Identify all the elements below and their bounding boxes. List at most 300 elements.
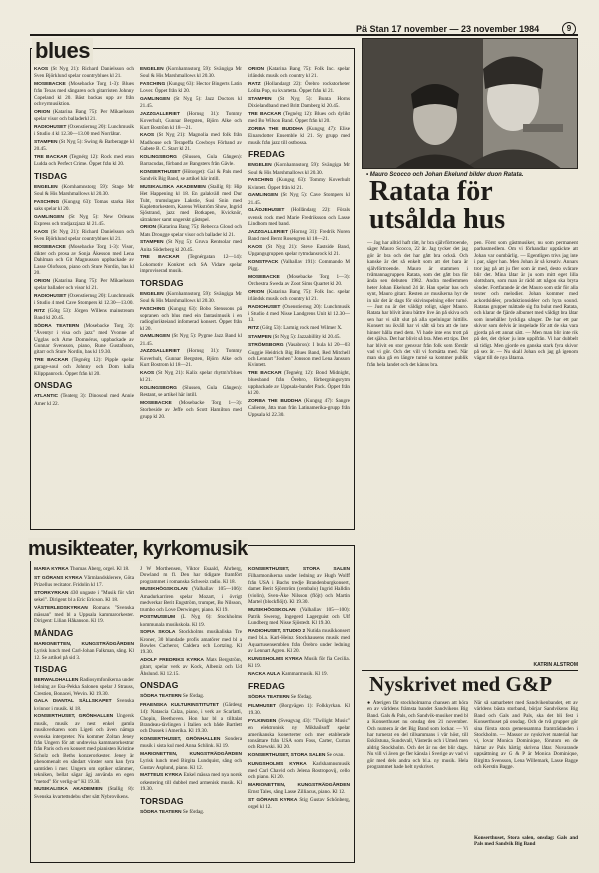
- venue-name: TRE BACKAR: [248, 112, 282, 117]
- blues-column-3: [248, 66, 350, 528]
- listing-text: (Valhallav 105—100): Patrik Swerog, Ingegerd Lagerguist och Ulf Lundberg med Nisse Sjöstedt. Kl 19.30.: [248, 606, 350, 627]
- listing-text: Enkel mässa med nya norsk orkestering till dubbel med armenisk musik. Kl 19.30.: [140, 772, 242, 793]
- blues-frame-right: [354, 48, 355, 530]
- listing-text: (Kungsg 63): Tommy Koverhult Kvintett. Öppet från kl 21.: [248, 177, 350, 191]
- venue-name: FASCHING: [34, 199, 60, 205]
- venue-name: ORION: [34, 109, 51, 115]
- venue-name: GAMLINGEN: [140, 97, 170, 102]
- listing-entry: [34, 199, 134, 213]
- listing-text: (Kungsg 47): Elise Einarsdotter Ensemble kl 21. Sy grupp med musik från jazz till ostbossa.: [248, 126, 350, 146]
- listing-text: (Gärdesg 14): Natascia Calza, piano, i verk av Scarlatti, Chopin, Beethoven. Hon har bl a tilltalat Brandeau-tävlingen i Italien och både Bartlett och Dussek i Amerika. Kl 19.30.: [140, 701, 242, 735]
- listing-text: (Katarina Bang 75): Folk Inc. spelar irländsk musik och country kl 21.: [248, 66, 350, 80]
- listing-text: (Kungsg 63): Bobo Stenssons på sopranen och blus med ein fantasimusik i en radioglorikteiand infomerad konsert. Öppet från kl 20.: [140, 305, 242, 332]
- listing-text: (Stallig 8): Hip Het Happening kl 18. En galakväll med Dur Tubt, trumslagare Lakstie, Susi Snin med Kuplettorkestern, Karens Wikström Show, Ingrid Sjöstrand, jazz med Botkapen, Kvicknör, sätrakmer samt ungerskt gästspel.: [140, 183, 242, 223]
- venue-name: MATTEUS KYRKA: [140, 773, 183, 779]
- listing-group: [248, 162, 350, 418]
- listing-entry: [248, 177, 350, 191]
- listing-text: (St Nyg 21): Steve Eastside Band, Upgangsgruppen spelar rytmdansrock kl 21.: [248, 243, 350, 258]
- blues-column-2: [140, 66, 242, 528]
- blues-heading: blues: [32, 38, 93, 64]
- listing-entry: [248, 96, 350, 110]
- listing-text: (Oxenstiernsg 20): Lunchmusik i Studio 4 med Nisse Landgrens Unit kl 12.30—13.: [248, 303, 350, 324]
- listing-text: Se fördag.: [182, 808, 205, 815]
- musik-column-3: [248, 566, 350, 860]
- listing-text: (Mosebacke Torg 1-3): Blues från Texas med sångaren och gitarristen Johnny Copeland kl 20. Bäst backas upp av från ochvyrmusiktion.: [34, 81, 134, 108]
- listing-entry: [140, 566, 242, 585]
- listing-text: (Sveagvag 43): "Twilight Music" en elektronisk ny Mikhailsoff spelar amerikanska konerterter och mer etablerade tonsättare från USA som Foss, Carter, Curran och Rzewski. Kl 20.: [248, 717, 350, 751]
- listing-entry: [248, 244, 350, 258]
- listing-entry: [248, 398, 350, 418]
- listing-entry: [34, 154, 134, 168]
- listing-group: [140, 693, 242, 792]
- listing-entry: [248, 207, 350, 227]
- listing-entry: [140, 96, 242, 110]
- listing-entry: [248, 752, 350, 759]
- venue-name: KAOS: [34, 229, 49, 235]
- venue-name: KOLINGSBORG: [140, 385, 177, 391]
- listing-entry: [140, 81, 242, 95]
- listing-text: (Valhallav 191): Commando M Pigg.: [248, 258, 350, 273]
- listing-group: [248, 66, 350, 146]
- listing-entry: [140, 254, 242, 274]
- feature-body-2: pen. Först som gästmusiker, nu som permanent parbasmedlem. Om vi förhandlar upptäckte att Johan var oumbärlig. — Egentligen trivs jag inte i par, säger han. Men Johan är så kreativ. Annars tror jag på att ju fler som är med, desto svårare blir det. Mina låtar är ju som mitt eget lilla slottsbarn, som man är rädd att någon ska bryta sönder. Fortfarande är det Mauro som står för alla texter och melodier. Johan kommer med ackordsidéer, produktionsidéer och hyra sound. Ratatas grupper mättade sig fra bulut med Ratata, och klarar de fjärde albumet med väldigt bra låtar som innehåller lyckliga sånger. De har ett par skivor som delvis är inspelade för att de ska vara gjorda på ett annat sätt. — Men man blir inte rik på det, det dyker ju inte uppifrån. Vi har dubbelt så tidigt. Men gjorde en ganska stark fyra skivor på sex år. — Nu skall Johan och jag gå igenom vägar till de nya låtarna.: [474, 240, 578, 362]
- feature-body-1: — Jag har alltid haft rätt, hr bra självförtroende, säger Mauro Scocco, 22 år. Jag tycker det jag gör är bra och det har gått bra också. Och kanske är det så enkelt som att det bara är självförtroende. Mauro är stammen i tvåmannagruppen Ratata, som det gått bra för ända sen debuten 1982. Andra medlemmen heter Johan Ekelund 24 år. Han spelar bas och synt, Mauro gitarr. Resten av musikerna hyr de in när det är dags för skivinspelning eller turné. — Just nu är det väldigt roligt, säger Mauro. Ratata har blivit ännu bättre live än på skiva och sen har vi sålt slut på alla spelningar hittills. Konsert nu ikväll har vi sålt så bra att de inte hinner hålla med dem. Vi hade inte ens trott på det själva. Det har blivit så bra. Men ett tips. Det har blivit en stor gensvar från folk som förstår vad vi gör. Och det vill vi fortsätta med. När man ska gå en längre turné sa kommer publik från hela landet och det känns bra.: [367, 240, 468, 368]
- venue-name: KOLINGSBORG: [140, 154, 177, 160]
- listing-text: Mats Bergström, gitarr, spelar verk av Kock, Albeniz och Ud Åhslund. Kl 12.15.: [140, 657, 242, 677]
- day-heading-onsdag-2: ONSDAG: [140, 680, 179, 691]
- venue-name: ORION: [140, 225, 157, 231]
- venue-name: KAOS: [140, 370, 155, 376]
- listing-text: (Oxenstiernsg 20): Lunchmusik i Studio 4 med Cave Stompers kl 12.30—13.00.: [34, 292, 134, 307]
- listing-entry: [34, 278, 134, 292]
- listing-entry: [34, 66, 134, 80]
- venue-name: GAMLINGEN: [140, 334, 170, 340]
- listing-text: (Stallig 8): Svenska kvartettsdebu sfter sätt Nybrovikens.: [34, 786, 134, 800]
- listing-entry: [140, 751, 242, 771]
- venue-name: SÖDRA TEATERN: [34, 323, 80, 329]
- gp-footer: Konserthuset, Stora salen, onsdag: Gals and Pals med Sandvik Big Band: [474, 835, 578, 848]
- listing-text: Karlshamnsmusik med Carl Chavid och Jelena Rostropovij, cello och piano. Kl 20.: [248, 760, 350, 781]
- day-heading-mandag: MÅNDAG: [34, 627, 74, 638]
- listing-text: (Hötorget): Gal & Pals med Sandvik Big Band, se artikel här intill.: [140, 168, 242, 183]
- listing-entry: [140, 629, 242, 656]
- feature-column-1: [367, 240, 468, 670]
- listing-group: [34, 184, 134, 378]
- venue-name: JAZZGALLERIET: [140, 349, 180, 355]
- listing-text: (Katarina Bang 75): Folk Inc. spelar irländsk musik och country kl 21.: [248, 288, 350, 303]
- listing-entry: [34, 229, 134, 243]
- venue-name: POSTMUSEUM: [140, 615, 176, 621]
- blues-column-1: [34, 66, 134, 528]
- listing-group: [34, 677, 134, 800]
- listing-entry: [248, 81, 350, 95]
- listing-entry: [140, 586, 242, 613]
- listing-text: (Tegnérg 12): Rock med eton Ludda och Perfect Crime. Öppet från kl 20.: [34, 153, 134, 168]
- venue-name: SÖDRA TEATERN: [248, 695, 290, 701]
- listing-text: (St Nyg 5): Bunta Horns Dixielandband med Britt Damberg kl 20.45.: [248, 96, 350, 110]
- listing-group: [34, 641, 134, 661]
- venue-name: MOSEBACKE: [248, 274, 280, 280]
- listing-entry: [34, 109, 134, 123]
- venue-name: KONSERTHUSET, GRÖNHALLEN: [140, 737, 221, 743]
- listing-text: (Tegnérg 12): Bond Midnight, bluesband från Örebro, förbergningsrytm uppbackade av Uppsala-bandet Pack. Öppet från kl 20.: [248, 370, 350, 397]
- listing-entry: [248, 628, 350, 655]
- listing-entry: [34, 786, 134, 800]
- venue-name: KUNGSHOLMS KYRKA: [248, 761, 307, 767]
- listing-entry: [140, 772, 242, 792]
- venue-name: MOSEBACKE: [140, 400, 172, 406]
- feature-headline: Ratata för utsålda hus: [369, 176, 506, 235]
- listing-entry: [140, 385, 242, 399]
- listing-entry: [34, 393, 134, 407]
- venue-name: ORION: [248, 289, 265, 295]
- venue-name: STAMPEN: [140, 240, 164, 246]
- venue-name: RITZ: [34, 308, 45, 314]
- venue-name: ENGELEN: [34, 184, 58, 190]
- venue-name: KUNGSHOLMS KYRKA: [248, 656, 303, 662]
- listing-entry: [140, 111, 242, 131]
- listing-text: (Katarina Bang 75): Rebecca Gloud och Mats Drougge spelar visor och ballader kl 21.: [140, 224, 242, 238]
- listing-text: Kammarmusik. Kl 19.: [281, 670, 328, 677]
- listing-entry: [140, 184, 242, 223]
- gp-column-2: [474, 700, 578, 835]
- venue-name: STORKYRKAN: [34, 590, 69, 596]
- venue-name: GALA DIANTAL SÄLLSKAPET: [34, 699, 112, 705]
- listing-entry: [248, 761, 350, 781]
- listing-text: (Valhallav 105—106): Amadurkarriren spelar Mozart, i övrigt medverkar Berit Engström, trumpet, Bo Nilsson, trumbo och Love Derwinger, piano. Kl 19.: [140, 586, 242, 613]
- feature-byline: KATRIN ALSTRÖM: [533, 662, 578, 668]
- listing-entry: [34, 566, 134, 573]
- band-photo: [362, 38, 578, 169]
- listing-text: (Hornsg 31): Tommy Koverhult, Gunnar Bergsten, Björn Alke och Kurt Boström kl 18—21.: [140, 111, 242, 131]
- venue-name: ENGELEN: [248, 163, 272, 169]
- listing-entry: [140, 370, 242, 384]
- listing-entry: [140, 693, 242, 700]
- listing-text: Radiosymfonikerna under ledning av Esa-Pekka Salonen spelar J Strauss, Crestien, Bonacei, Wevin. Kl 19.30.: [34, 677, 134, 697]
- listing-text: Thomas Åberg, orgel. Kl 18.: [69, 566, 130, 572]
- listing-entry: [248, 126, 350, 146]
- day-heading-fredag: FREDAG: [248, 149, 286, 160]
- listing-entry: [140, 333, 242, 347]
- listing-text: (Kornhamnstorg 59): Svängiga Mr Soul & His Marshmallows kl 20.30.: [248, 162, 350, 176]
- listing-entry: [34, 184, 134, 198]
- listing-text: Filharmonikerna under ledning av Hugh Wolff från USA i Bachs tredje Brandenburgkonsert, damet Berit Sjörström (cembalo) Ingrid Halldin (violin), Sven-Åke Nilsson (flöjt) och Martin Martel (blockflöjt). Kl 19.30.: [248, 573, 350, 606]
- listing-entry: [248, 192, 350, 206]
- listing-entry: [248, 607, 350, 627]
- listing-text: (Slussen, Gula Gången): Restant, se artikel här intill.: [140, 384, 242, 399]
- venue-name: STAMPEN: [248, 334, 272, 340]
- listing-text: (St Nyg 21): Richard Danielsson och Sven Björklund spelar countryblues kl 21.: [34, 66, 134, 80]
- listing-text: (Mosebacke Torg 3): "Åventyr i visa och jazz" med Yvonne af Ugglas och Arne Domnérus, uppbackade av Gunnar Svensson, piano, Rune Gustafsson, gitarr och Sture Nordin, bas kl 19.30.: [34, 322, 134, 356]
- blues-frame-left: [30, 48, 31, 530]
- listing-group: [34, 393, 134, 407]
- listing-text: (Hollandargt 22): Örebro rockstorheter Lolita Pop, su kvartetta. Öppet från kl 21.: [248, 81, 350, 95]
- listing-text: Se fördag.: [290, 694, 313, 701]
- listing-entry: [248, 703, 350, 717]
- venue-name: KONSERTHUSET, STORA SALEN: [248, 753, 326, 759]
- day-heading-tisdag: TISDAG: [34, 170, 68, 181]
- listing-entry: [248, 370, 350, 397]
- listing-text: (Slussen, Gula Gången): Barracudas, förband av Bangsters från Gävle.: [140, 153, 242, 168]
- venue-name: FILMHUSET: [248, 703, 276, 709]
- venue-name: SÖDRA TEATERN: [140, 694, 182, 700]
- listing-entry: [140, 657, 242, 677]
- venue-name: MARIONETTEN, KUNGSTRÄDGÅRDEN: [248, 783, 350, 789]
- venue-name: FASCHING: [140, 306, 166, 312]
- listing-text: Nutida musikkonsert med bl.a. Karl-Heinz Stockhausens musik med Aquartusensemblen från Örebro under ledning av Lennart Agren. Kl 20.: [248, 628, 350, 655]
- venue-name: FASCHING: [140, 82, 166, 87]
- venue-name: MARIONETTEN, KUNGSTRÄDGÅRDEN: [140, 752, 242, 758]
- listing-group: [248, 566, 350, 678]
- day-heading-fredag-2: FREDAG: [248, 681, 286, 692]
- listing-group: [140, 566, 242, 677]
- listing-text: (Kornhamnstorg 59): Stage Mr Soul & His Marshmallows kl 20.30.: [34, 183, 134, 198]
- top-rule: [30, 34, 578, 36]
- venue-name: MOSEBACKE: [34, 82, 66, 87]
- listing-text: (Kungsg 63): Hector Bingerts Latin Lover. Öppet från kl 20.: [140, 81, 242, 95]
- listing-entry: [248, 304, 350, 324]
- listing-entry: [140, 348, 242, 368]
- venue-name: JAZZGALLERIET: [140, 112, 180, 117]
- listing-text: (Kornhamnstorg 59): Svängiga Mr Soul & His Marshmallows kl 20.30.: [140, 66, 242, 80]
- listing-text: (L Nyg 6): Stockholms kommunala musikskola. Kl 19.: [140, 614, 242, 628]
- listing-text: (St Nyg 21): Magnolia med folk från Madhouse och Terapeffa Cowboys Förband av Gabete B. C. Starr kl 21.: [140, 132, 242, 153]
- venue-name: VÄSTERLEDSKYRKAN: [34, 605, 88, 611]
- listing-text: Musik för fia Cecilia. Kl 19.: [248, 655, 350, 670]
- venue-name: MUSIKHÖGSKOLAN: [140, 587, 188, 593]
- listing-text: (Mosebacke Torg 1-3): Visor, dikter och prosa av Sonja Åkesson med Lena Dahlman och Git Magnusson uppbackade av Lasse Olofsson, piano och Sture Nordin, bas kl 20.: [34, 243, 134, 277]
- listing-entry: [248, 782, 350, 796]
- photo-illustration: [363, 39, 578, 169]
- listing-text: (Kornhamnstorg 59): Svängiga Mr Soul & His Marshmallows kl 20.30.: [140, 290, 242, 305]
- venue-name: STAMPEN: [34, 139, 58, 145]
- venue-name: KONSERTHUSET: [140, 169, 181, 175]
- feature-divider: [362, 670, 578, 671]
- listing-text: (Oxenstiernsg 20): Lunchmusik i Studio 4 kl 12.30—13.00 med Norrlåtar.: [34, 123, 134, 138]
- listing-text: Lyrisk lunch med Carl-Johan Falkman, sång. Kl 12. Se artikel på sid 3.: [34, 648, 134, 661]
- venue-name: MUSIKALISKA AKADEMIEN: [34, 787, 103, 793]
- listing-text: (Kungsg 63): Tomas starka Hot saks spelar kl 20.: [34, 198, 134, 213]
- listing-text: (Tegnérg 12): Blues och dylikt med Bo Wilson Band. Öppet från kl 20.: [248, 111, 350, 125]
- musik-column-1: [34, 566, 134, 860]
- listing-entry: [140, 154, 242, 168]
- listing-group: [34, 566, 134, 625]
- venue-name: SÖDRA TEATERN: [140, 809, 182, 815]
- listing-text: (St Nyg 5): New Orleans Express och tradjazzjazz kl 21.45.: [34, 213, 134, 228]
- listing-text: Romans "Svenska mässan" med bl a Uppsala kammarorkester. Dirigent: Lilian Håkanson. Kl 19.: [34, 604, 134, 625]
- listing-entry: [34, 139, 134, 153]
- listing-text: Se fördag.: [182, 693, 205, 700]
- listing-entry: [140, 239, 242, 253]
- listing-text: Se ovan.: [326, 752, 345, 759]
- venue-name: KONSERTHUSET, STORA SALEN: [248, 567, 350, 572]
- venue-name: MUSIKALISKA AKADEMIEN: [140, 184, 206, 190]
- listing-text: (St Nyg 21): Richard Danielsson och Sven Björklund spelar countryblues kl 21.: [34, 228, 134, 243]
- venue-name: TRE BACKAR: [34, 154, 68, 160]
- listing-entry: [140, 169, 242, 183]
- listing-entry: [34, 677, 134, 697]
- gp-body-1: ● Återigen får stockholmarna chansen att höra en av världens främsta bandet Sandvikens Big Band. Gals & Pals, och Sandvik-musiker med bl a Konserthuset nu onsdag den 21 november. Och numera är det Big Band som lockar. — Vi har turnerat en del tillsammans i vår höst, till Eskilstuna, Sundsvall, Västerås och i Umeå men aldrig Stockholm. Och det är nu det blir dags. Nu vill vi även ge fler känsla i Sverige av vad vi gör med dels andra och bl.a. ny musik. Hela programmet hade helt nyskrivet.: [367, 700, 468, 771]
- listing-text: (Mosebacke Torg 1—3): Storbeside av Jeffe och Scott Hamilton med grupp kl 20.: [140, 399, 242, 420]
- venue-name: TRE BACKAR: [248, 371, 282, 377]
- listing-text: (St Nyg 5): Pygme Jazz Band kl 21.45.: [140, 333, 242, 347]
- listing-entry: [140, 614, 242, 628]
- listing-entry: [248, 797, 350, 811]
- listing-entry: [248, 325, 350, 332]
- listing-entry: [140, 306, 242, 333]
- venue-name: TRE BACKAR: [34, 358, 69, 364]
- venue-name: GAMLINGEN: [34, 214, 64, 220]
- gp-column-1: [367, 700, 468, 860]
- listing-text: 430 ungaste i "Musik för vårt sekel". Dirigent bl a Eric Ericson. Kl 18.: [34, 589, 134, 603]
- venue-name: MOSEBACKE: [34, 244, 66, 250]
- venue-name: FASCHING: [248, 178, 274, 184]
- musik-column-2: [140, 566, 242, 860]
- listing-text: Svenska kvinnor i musik. kl 18.: [34, 698, 134, 712]
- venue-name: MARIA KYRKA: [34, 567, 69, 572]
- venue-name: BERWALDHALLEN: [34, 678, 79, 684]
- listing-entry: [248, 229, 350, 243]
- venue-name: ENGELEN: [140, 291, 164, 297]
- venue-name: RADIOHUSET: [34, 124, 67, 130]
- venue-name: MUSIKHÖGSKOLAN: [248, 607, 296, 613]
- musik-frame-left: [30, 545, 31, 863]
- venue-name: SOFIA SKOLA: [140, 630, 176, 636]
- listing-entry: [34, 293, 134, 307]
- venue-name: ENGELEN: [140, 67, 164, 72]
- listing-entry: [34, 214, 134, 228]
- listing-entry: [140, 224, 242, 238]
- listing-entry: [34, 590, 134, 604]
- listing-entry: [34, 605, 134, 625]
- listing-text: Ungersk musik, musik av nest enkel gamla musikverkaren som Ligeti och även nämga svenska interpreter. Nu kommer Zoltan Jeney från Ungern för att undrevisa kammarorkestrar från Paris och en konsert med pianisten Kristine Scholz och Beths konzerorkester. Jeney är phenomenalt en såndart vinster som kan fyra samtiden i mer. Ungern om optiker stämmer, tekniken, bellat sägar ägj använda en egen "metod" för verlig-ar" Kl 19.30.: [34, 713, 134, 785]
- listing-entry: [248, 671, 350, 678]
- venue-name: ADOLF FREDRIKS KYRKA: [140, 658, 204, 664]
- gp-headline: Nyskrivet med G&P: [369, 672, 553, 696]
- listing-entry: [248, 656, 350, 670]
- listing-entry: [248, 66, 350, 80]
- listing-entry: [140, 736, 242, 750]
- day-heading-onsdag: ONSDAG: [34, 380, 73, 391]
- venue-name: FRAENSKA KULTURINSTITUTET: [140, 702, 220, 708]
- venue-name: GLÄDJEHUSET: [248, 208, 285, 214]
- page-number: 9: [562, 22, 576, 36]
- listing-text: (St Nyg 5): Jazzabillity kl 20.45.: [272, 333, 341, 340]
- listing-text: (Katarina Bang 75): Per Mikaelsson spelar ballader och visor kl 21.: [34, 277, 134, 292]
- venue-name: RADIOHUSET: [34, 293, 67, 299]
- day-heading-torsdag-2: TORSDAG: [140, 795, 184, 806]
- listing-text: (Katarina Bang 75): Per Mikaelsson spelar visor och balladerkl 21.: [34, 108, 134, 123]
- venue-name: ST GÖRANS KYRKA: [34, 575, 83, 581]
- listing-entry: [248, 162, 350, 176]
- listing-entry: [248, 259, 350, 273]
- venue-name: ORION: [34, 278, 51, 284]
- listing-entry: [140, 702, 242, 735]
- listing-text: Stockholms musikaliska Tre Kroner, 30 blandade profis amatörer med bl a Bowles Cacheror, Caldera och Lortzing. Kl 19.30.: [140, 629, 242, 656]
- listing-entry: [140, 132, 242, 152]
- venue-name: TRE BACKAR: [140, 255, 180, 261]
- listing-entry: [34, 713, 134, 784]
- venue-name: ST GÖRANS KYRKA: [248, 798, 298, 804]
- listing-entry: [34, 357, 134, 377]
- venue-name: ZORBA THE BUDDHA: [248, 398, 302, 404]
- listing-text: J W Morthensen, Viktor Esaald, Åhrberg, Dowland m fl. Den har tidigare framfört programmet i romanska Schweiz radio. Kl 18.: [140, 566, 242, 585]
- listing-entry: [34, 575, 134, 589]
- listing-entry: [140, 809, 242, 816]
- listing-group: [140, 809, 242, 816]
- venue-name: NACKA AULA: [248, 671, 281, 677]
- venue-name: RATZ: [248, 82, 261, 87]
- listing-text: Ernst Tales, sång Lasse Zilliacus, piano. Kl 12.: [248, 789, 346, 796]
- listing-text: (St Nyg 5): Jazz Doctors kl 21.45.: [140, 96, 242, 110]
- listing-entry: [34, 81, 134, 108]
- musik-frame-bottom: [30, 862, 355, 863]
- listing-entry: [140, 400, 242, 420]
- venue-name: STRÖMSBORG: [248, 343, 284, 349]
- listing-text: Sondera musik i sista kul med Anna Schlink. Kl 19.: [140, 736, 242, 750]
- listing-text: (Teaterg 3): Dinosoul med Annie Amer kl 22.: [34, 393, 134, 407]
- listing-entry: [248, 694, 350, 701]
- musik-frame-right: [354, 545, 355, 863]
- listing-entry: [248, 342, 350, 369]
- venue-name: KAOS: [34, 67, 49, 72]
- listing-text: (Borgvägen 1): Folkkyrkan. Kl 19.30.: [248, 702, 350, 717]
- listing-text: (St Nyg 5): Swing & Barberagge kl 20.45.: [34, 138, 134, 153]
- listing-group: [140, 66, 242, 275]
- listing-text: (Tegnérg 12): Pipple spelar garage-soul och Johnny och Dom kalla Klipppanrock. Öppet från kl 20.: [34, 357, 134, 377]
- listing-text: (St Nyg 5): Cave Stompers kl 21.45.: [248, 192, 350, 206]
- listing-group: [248, 694, 350, 811]
- listing-text: (Hornsg 31): Fredrik Noren Band med Bernt Rosengren kl 18—21.: [248, 228, 350, 243]
- photo-caption: • Mauro Scocco och Johan Ekelund bilder duon Ratata.: [366, 172, 524, 178]
- venue-name: KAOS: [140, 133, 155, 139]
- venue-name: RADIOHUSET, STUDIO 2: [248, 629, 306, 635]
- venue-name: STAMPEN: [248, 97, 272, 102]
- listing-entry: [34, 244, 134, 277]
- listing-entry: [34, 308, 134, 322]
- listing-text: Vårmlandsklerere, Göta Prizellus recitator. Fridolin kl 17.: [34, 574, 134, 588]
- listing-text: (Mosebacke Torg 1—3): Orchestra Sweda av Zoot Sims Quartet kl 20.: [248, 273, 350, 288]
- listing-text: (St Nyg 5): Gruva Rentsolar med Anita Söderberg kl 20.45.: [140, 239, 242, 253]
- venue-name: ATLANTIC: [34, 394, 59, 400]
- venue-name: RITZ: [248, 326, 259, 332]
- venue-name: KONSTFACK: [248, 259, 279, 265]
- listing-entry: [34, 323, 134, 356]
- listing-entry: [248, 566, 350, 605]
- listing-entry: [140, 66, 242, 80]
- listing-entry: [248, 718, 350, 751]
- venue-name: KONSERTHUSET, GRÖNHALLEN: [34, 714, 114, 720]
- listing-group: [140, 291, 242, 420]
- listing-text: (Vasabron): I bula kl 20—03 Guggie Heidrich Big Blues Band, Red Mitchell och Lennart "Joshen" Jonsson med Lena Jansson Kvintett.: [248, 342, 350, 369]
- listing-entry: [248, 111, 350, 125]
- listing-entry: [34, 641, 134, 661]
- listing-text: (Hollåndarg 22): Förals svensk rock med Marie Fredriksson och Lasse Lindbom med band.: [248, 207, 350, 228]
- listing-entry: [140, 291, 242, 305]
- venue-name: FYLKINGEN: [248, 718, 277, 724]
- listing-text: (St Nyg 21): Kalix spelar rhytm'n'blues kl 21.: [140, 369, 242, 384]
- listing-text: (Götg 53): Jörgen Willens mainstream Band kl 20.45.: [34, 307, 134, 322]
- venue-name: RADIOHUSET: [248, 304, 281, 310]
- feature-column-2: [474, 240, 578, 665]
- listing-entry: [248, 289, 350, 303]
- listing-group: [34, 66, 134, 168]
- listing-entry: [248, 274, 350, 288]
- listing-text: Stig Gustav Schönberg, orgel kl 12.: [248, 797, 350, 811]
- listing-entry: [248, 334, 350, 341]
- listing-entry: [34, 124, 134, 138]
- listing-text: (Hornsg 31): Tommy Koverhult, Gunnar Bergsten, Björn Alke och Kurt Bostrom kl 18—21.: [140, 348, 242, 369]
